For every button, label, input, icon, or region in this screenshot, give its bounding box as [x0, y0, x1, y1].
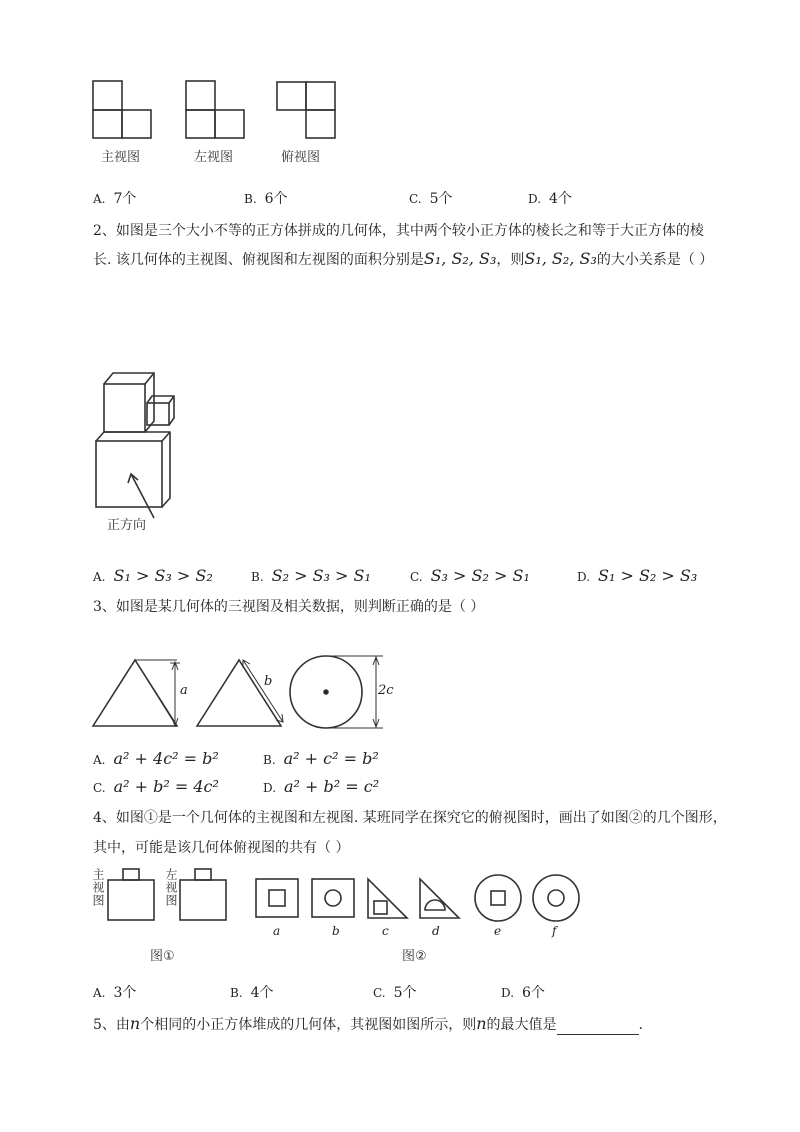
q4-stem-line2: 其中，可能是该几何体俯视图的共有（ ）	[93, 840, 350, 856]
q3-option-c: C. a² + b² = 4c²	[93, 777, 219, 796]
q3-option-b: B. a² + c² = b²	[263, 749, 379, 768]
answer-blank[interactable]	[557, 1020, 639, 1035]
shape-label-e: e	[494, 924, 502, 938]
q4-option-c: C. 5个	[373, 985, 417, 1001]
q1-option-b: B. 6个	[244, 191, 288, 207]
q1-option-d: D. 4个	[528, 191, 572, 207]
shape-label-b: b	[332, 924, 340, 938]
fig2-caption: 图②	[402, 949, 427, 964]
q3-option-a: A. a² + 4c² = b²	[93, 749, 219, 768]
q1-option-c: C. 5个	[409, 191, 453, 207]
main-view-caption: 主视图	[101, 150, 141, 165]
dim-2c-label: 2c	[378, 683, 394, 698]
shape-label-c: c	[382, 924, 389, 938]
q4-option-d: D. 6个	[501, 985, 545, 1001]
q2-option-c: C. S₃ > S₂ > S₁	[410, 566, 530, 585]
q2-stem-line1: 2、如图是三个大小不等的正方体拼成的几何体，其中两个较小正方体的棱长之和等于大正方体的棱	[93, 223, 704, 239]
q4-option-a: A. 3个	[93, 985, 137, 1001]
dim-b-label: b	[264, 674, 273, 689]
front-direction-label: 正方向	[107, 518, 147, 533]
q5-stem: 5、由n个相同的小正方体堆成的几何体，其视图如图所示，则n的最大值是 .	[93, 1014, 643, 1033]
shape-label-a: a	[273, 924, 281, 938]
shape-label-d: d	[432, 924, 440, 938]
left-view-caption: 左视图	[194, 150, 234, 165]
q3-option-d: D. a² + b² = c²	[263, 777, 380, 796]
q1-option-a: A. 7个	[93, 191, 137, 207]
main-view-label: 主视图	[91, 868, 105, 907]
dim-a-label: a	[180, 683, 188, 698]
fig1-caption: 图①	[150, 949, 175, 964]
shape-label-f: f	[552, 924, 557, 938]
q4-stem-line1: 4、如图①是一个几何体的主视图和左视图. 某班同学在探究它的俯视图时，画出了如图②的几个图形，	[93, 810, 727, 826]
q2-stem-line2: 长. 该几何体的主视图、俯视图和左视图的面积分别是S₁, S₂, S₃，则S₁, S₂, S₃的大小关系是（ ）	[93, 249, 714, 268]
left-view-label: 左视图	[164, 868, 178, 907]
q4-option-b: B. 4个	[230, 985, 274, 1001]
q2-option-b: B. S₂ > S₃ > S₁	[251, 566, 371, 585]
top-view-caption: 俯视图	[281, 150, 321, 165]
q2-option-d: D. S₁ > S₂ > S₃	[577, 566, 698, 585]
q2-option-a: A. S₁ > S₃ > S₂	[93, 566, 213, 585]
q3-stem: 3、如图是某几何体的三视图及相关数据，则判断正确的是（ ）	[93, 599, 485, 615]
